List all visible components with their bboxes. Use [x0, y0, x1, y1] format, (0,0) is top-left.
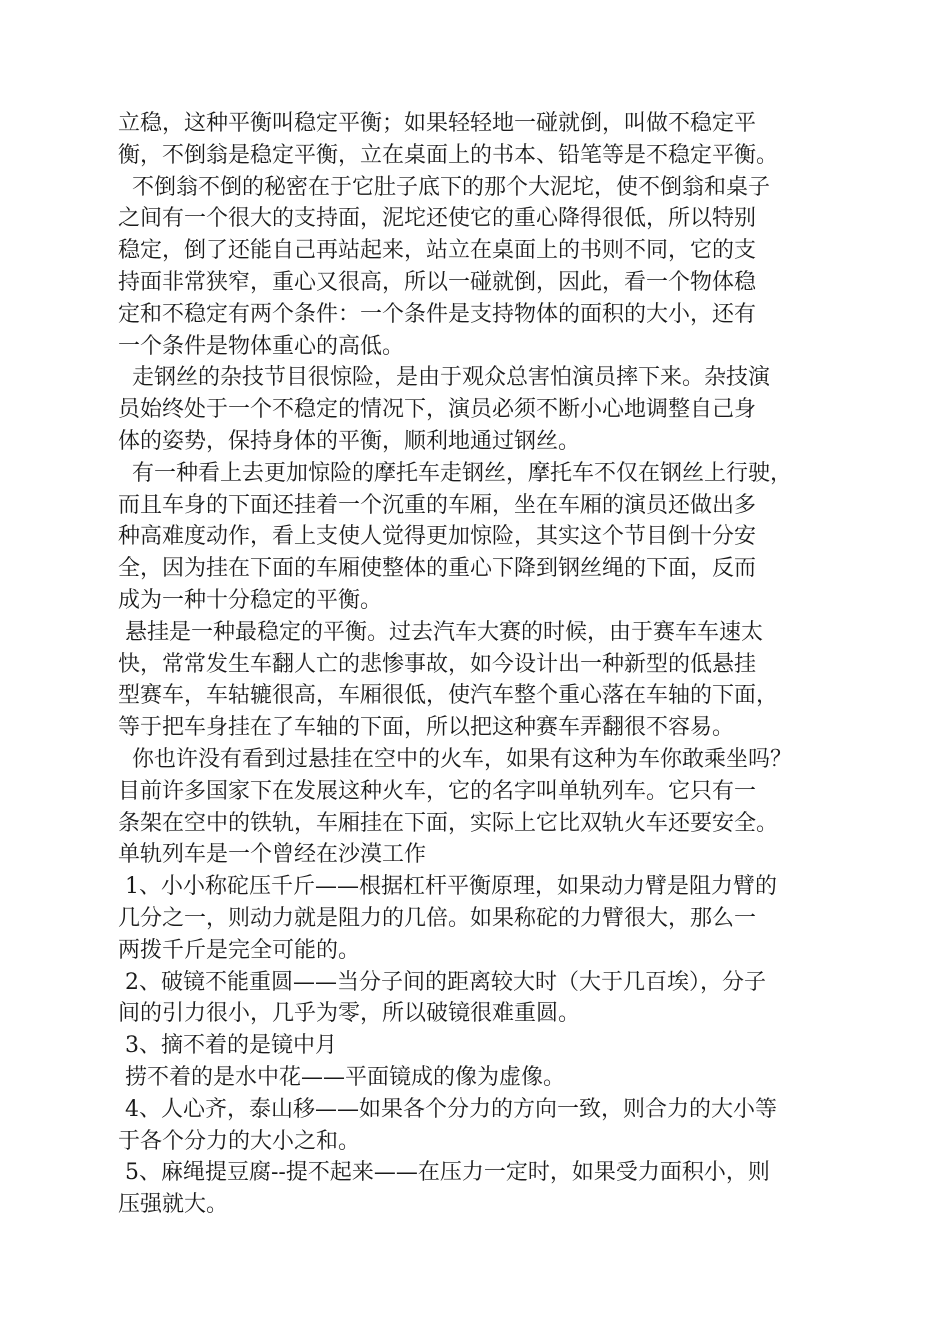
- text-line: 不倒翁不倒的秘密在于它肚子底下的那个大泥坨，使不倒翁和桌子: [118, 174, 770, 200]
- text-line: 衡，不倒翁是稳定平衡，立在桌面上的书本、铅笔等是不稳定平衡。: [118, 142, 779, 168]
- text-line: 稳定，倒了还能自己再站起来，站立在桌面上的书则不同，它的支: [118, 238, 757, 264]
- text-line: 悬挂是一种最稳定的平衡。过去汽车大赛的时候，由于赛车车速太: [118, 619, 763, 645]
- text-line: 而且车身的下面还挂着一个沉重的车厢，坐在车厢的演员还做出多: [118, 492, 757, 518]
- text-line: 4、人心齐，泰山移——如果各个分力的方向一致，则合力的大小等: [118, 1096, 777, 1122]
- text-line: 间的引力很小，几乎为零，所以破镜很难重圆。: [118, 1001, 581, 1027]
- text-line: 体的姿势，保持身体的平衡，顺利地通过钢丝。: [118, 428, 581, 454]
- text-line: 一个条件是物体重心的高低。: [118, 333, 405, 359]
- text-line: 有一种看上去更加惊险的摩托车走钢丝，摩托车不仅在钢丝上行驶，: [118, 460, 792, 486]
- text-line: 单轨列车是一个曾经在沙漠工作: [118, 842, 427, 868]
- text-line: 走钢丝的杂技节目很惊险，是由于观众总害怕演员摔下来。杂技演: [118, 365, 770, 391]
- text-line: 1、小小称砣压千斤——根据杠杆平衡原理，如果动力臂是阻力臂的: [118, 874, 777, 900]
- text-line: 快，常常发生车翻人亡的悲惨事故，如今设计出一种新型的低悬挂: [118, 651, 757, 677]
- text-line: 型赛车，车轱辘很高，车厢很低，使汽车整个重心落在车轴的下面，: [118, 683, 779, 709]
- text-line: 种高难度动作，看上支使人觉得更加惊险，其实这个节目倒十分安: [118, 524, 757, 550]
- text-line: 成为一种十分稳定的平衡。: [118, 587, 383, 613]
- text-line: 等于把车身挂在了车轴的下面，所以把这种赛车弄翻很不容易。: [118, 715, 735, 741]
- text-line: 全，因为挂在下面的车厢使整体的重心下降到钢丝绳的下面，反而: [118, 556, 757, 582]
- text-line: 目前许多国家下在发展这种火车，它的名字叫单轨列车。它只有一: [118, 778, 757, 804]
- text-line: 2、破镜不能重圆——当分子间的距离较大时（大于几百埃），分子: [118, 969, 766, 995]
- text-line: 于各个分力的大小之和。: [118, 1128, 361, 1154]
- text-line: 5、麻绳提豆腐--提不起来——在压力一定时，如果受力面积小，则: [118, 1160, 770, 1186]
- text-line: 条架在空中的铁轨，车厢挂在下面，实际上它比双轨火车还要安全。: [118, 810, 779, 836]
- text-line: 两拨千斤是完全可能的。: [118, 937, 361, 963]
- text-line: 你也许没有看到过悬挂在空中的火车，如果有这种为车你敢乘坐吗？: [118, 746, 792, 772]
- body-text: [118, 108, 858, 1221]
- text-line: 捞不着的是水中花——平面镜成的像为虚像。: [118, 1064, 565, 1090]
- text-line: 几分之一，则动力就是阻力的几倍。如果称砣的力臂很大，那么一: [118, 905, 757, 931]
- text-line: 定和不稳定有两个条件：一个条件是支持物体的面积的大小，还有: [118, 301, 757, 327]
- text-line: 员始终处于一个不稳定的情况下，演员必须不断小心地调整自己身: [118, 397, 757, 423]
- text-line: 3、摘不着的是镜中月: [118, 1033, 337, 1059]
- text-line: 立稳，这种平衡叫稳定平衡；如果轻轻地一碰就倒，叫做不稳定平: [118, 111, 757, 136]
- text-line: 持面非常狭窄，重心又很高，所以一碰就倒，因此，看一个物体稳: [118, 269, 757, 295]
- text-line: 压强就大。: [118, 1192, 229, 1218]
- text-line: 之间有一个很大的支持面，泥坨还使它的重心降得很低，所以特别: [118, 206, 757, 232]
